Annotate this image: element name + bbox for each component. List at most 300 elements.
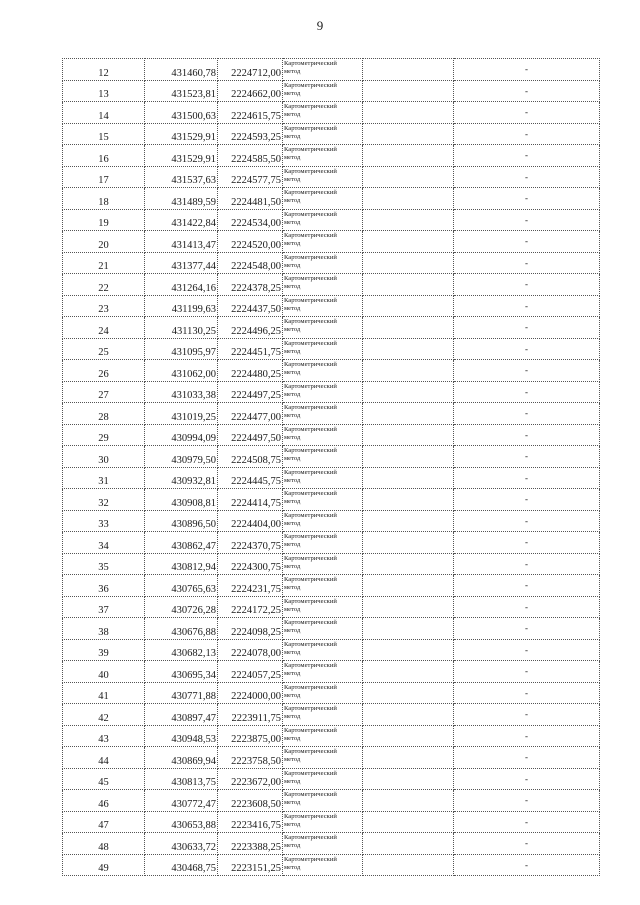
method-cell [283, 489, 363, 511]
empty-cell [363, 403, 454, 425]
method-line2: метод [284, 261, 301, 269]
method-line1: Картометрический [284, 189, 337, 196]
point-number: 31 [63, 467, 145, 489]
coordinate-y: 2224404,00 [218, 510, 283, 532]
dash-cell: - [454, 381, 600, 403]
method-line1: Картометрический [284, 834, 337, 841]
method-cell [283, 338, 363, 360]
point-number: 37 [63, 596, 145, 618]
coordinate-y: 2223672,00 [218, 768, 283, 790]
method-cell [283, 618, 363, 640]
table-row [63, 209, 600, 231]
method-line2: метод [284, 283, 301, 291]
method-line1: Картометрический [284, 103, 337, 110]
coordinate-x: 431529,91 [145, 145, 218, 167]
empty-cell [363, 704, 454, 726]
table-row [63, 747, 600, 769]
coordinate-y: 2224414,75 [218, 489, 283, 511]
coordinate-x: 430726,28 [145, 596, 218, 618]
method-line1: Картометрический [284, 748, 337, 755]
page-number: 9 [316, 18, 324, 33]
dash-cell: - [454, 489, 600, 511]
method-line2: метод [284, 433, 301, 441]
dash-cell: - [454, 231, 600, 253]
method-line2: метод [284, 519, 301, 527]
method-line2: метод [284, 799, 301, 807]
method-line1: Картометрический [284, 253, 337, 261]
dash-cell: - [454, 102, 600, 124]
coordinate-x: 430862,47 [145, 532, 218, 554]
method-cell [283, 317, 363, 339]
method-line2: метод [284, 476, 301, 484]
coordinate-y: 2223416,75 [218, 811, 283, 833]
table-row [63, 618, 600, 640]
method-cell [283, 231, 363, 253]
coordinate-y: 2224481,50 [218, 188, 283, 210]
method-cell [283, 295, 363, 317]
coordinate-y: 2224437,50 [218, 295, 283, 317]
point-number: 41 [63, 682, 145, 704]
dash-cell: - [454, 252, 600, 274]
table-row [63, 188, 600, 210]
method-line1: Картометрический [284, 597, 337, 605]
method-line2: метод [284, 756, 301, 764]
coordinate-x: 430869,94 [145, 747, 218, 769]
empty-cell [363, 725, 454, 747]
coordinate-x: 431019,25 [145, 403, 218, 425]
empty-cell [363, 188, 454, 210]
table-row [63, 59, 600, 81]
dash-cell: - [454, 768, 600, 790]
coordinate-y: 2224615,75 [218, 102, 283, 124]
table-row [63, 123, 600, 145]
empty-cell [363, 747, 454, 769]
method-line1: Картометрический [284, 339, 337, 347]
empty-cell [363, 811, 454, 833]
method-line2: метод [284, 369, 301, 377]
empty-cell [363, 639, 454, 661]
method-cell [283, 833, 363, 855]
point-number: 28 [63, 403, 145, 425]
table-row [63, 317, 600, 339]
coordinate-x: 430676,88 [145, 618, 218, 640]
point-number: 16 [63, 145, 145, 167]
point-number: 49 [63, 854, 145, 876]
method-line2: метод [284, 691, 301, 699]
coordinate-y: 2223758,50 [218, 747, 283, 769]
dash-cell: - [454, 145, 600, 167]
method-line2: метод [284, 240, 301, 248]
coordinate-x: 430932,81 [145, 467, 218, 489]
table-row [63, 446, 600, 468]
coordinate-y: 2224497,25 [218, 381, 283, 403]
dash-cell: - [454, 618, 600, 640]
table-row [63, 661, 600, 683]
point-number: 33 [63, 510, 145, 532]
point-number: 48 [63, 833, 145, 855]
method-cell [283, 811, 363, 833]
coordinate-y: 2224480,25 [218, 360, 283, 382]
dash-cell: - [454, 811, 600, 833]
dash-cell: - [454, 338, 600, 360]
coordinate-y: 2224593,25 [218, 123, 283, 145]
empty-cell [363, 661, 454, 683]
method-line1: Картометрический [284, 382, 337, 390]
coordinate-y: 2224520,00 [218, 231, 283, 253]
coordinate-x: 431095,97 [145, 338, 218, 360]
empty-cell [363, 510, 454, 532]
method-line1: Картометрический [284, 425, 337, 433]
dash-cell: - [454, 575, 600, 597]
method-line1: Картометрический [284, 146, 337, 153]
coordinate-y: 2223875,00 [218, 725, 283, 747]
method-line1: Картометрический [284, 167, 337, 175]
coordinate-y: 2224172,25 [218, 596, 283, 618]
dash-cell: - [454, 80, 600, 102]
table-row [63, 575, 600, 597]
dash-cell: - [454, 725, 600, 747]
method-cell [283, 790, 363, 812]
method-line1: Картометрический [284, 275, 337, 282]
coordinate-x: 430695,34 [145, 661, 218, 683]
dash-cell: - [454, 209, 600, 231]
empty-cell [363, 252, 454, 274]
dash-cell: - [454, 188, 600, 210]
table-row [63, 274, 600, 296]
coordinate-x: 431199,63 [145, 295, 218, 317]
method-line2: метод [284, 412, 301, 420]
point-number: 22 [63, 274, 145, 296]
table-row [63, 489, 600, 511]
dash-cell: - [454, 854, 600, 876]
empty-cell [363, 80, 454, 102]
dash-cell: - [454, 123, 600, 145]
method-line2: метод [284, 154, 301, 162]
method-cell [283, 575, 363, 597]
empty-cell [363, 446, 454, 468]
method-line1: Картометрический [284, 640, 337, 648]
point-number: 19 [63, 209, 145, 231]
coordinate-y: 2224445,75 [218, 467, 283, 489]
point-number: 43 [63, 725, 145, 747]
table-row [63, 725, 600, 747]
dash-cell: - [454, 403, 600, 425]
coordinate-y: 2224496,25 [218, 317, 283, 339]
point-number: 30 [63, 446, 145, 468]
dash-cell: - [454, 274, 600, 296]
table-row [63, 295, 600, 317]
method-line1: Картометрический [284, 683, 337, 691]
coordinate-x: 430908,81 [145, 489, 218, 511]
method-line2: метод [284, 627, 301, 635]
table-row [63, 467, 600, 489]
method-line1: Картометрический [284, 232, 337, 239]
coordinate-x: 431413,47 [145, 231, 218, 253]
method-cell [283, 252, 363, 274]
coordinate-y: 2224057,25 [218, 661, 283, 683]
method-line1: Картометрический [284, 791, 337, 798]
table-row [63, 231, 600, 253]
method-line1: Картометрический [284, 511, 337, 519]
method-cell [283, 274, 363, 296]
method-line1: Картометрический [284, 318, 337, 325]
dash-cell: - [454, 704, 600, 726]
empty-cell [363, 145, 454, 167]
method-cell [283, 596, 363, 618]
coordinate-x: 431033,38 [145, 381, 218, 403]
empty-cell [363, 123, 454, 145]
empty-cell [363, 467, 454, 489]
point-number: 46 [63, 790, 145, 812]
method-line2: метод [284, 175, 301, 183]
dash-cell: - [454, 360, 600, 382]
empty-cell [363, 532, 454, 554]
empty-cell [363, 166, 454, 188]
method-cell [283, 166, 363, 188]
method-line2: метод [284, 734, 301, 742]
table-row [63, 768, 600, 790]
empty-cell [363, 295, 454, 317]
method-line1: Картометрический [284, 210, 337, 218]
coordinate-y: 2223911,75 [218, 704, 283, 726]
coordinate-x: 431062,00 [145, 360, 218, 382]
table-row [63, 510, 600, 532]
coordinate-x: 431422,84 [145, 209, 218, 231]
method-cell [283, 682, 363, 704]
method-cell [283, 467, 363, 489]
coordinate-x: 430765,63 [145, 575, 218, 597]
method-line2: метод [284, 562, 301, 570]
method-line1: Картометрический [284, 576, 337, 583]
coordinate-x: 430897,47 [145, 704, 218, 726]
table-row [63, 639, 600, 661]
coordinate-x: 430771,88 [145, 682, 218, 704]
empty-cell [363, 209, 454, 231]
point-number: 13 [63, 80, 145, 102]
empty-cell [363, 381, 454, 403]
coordinate-x: 431529,91 [145, 123, 218, 145]
table-row [63, 833, 600, 855]
coordinate-x: 431523,81 [145, 80, 218, 102]
method-cell [283, 854, 363, 876]
table-row [63, 252, 600, 274]
method-line1: Картометрический [284, 533, 337, 540]
dash-cell: - [454, 747, 600, 769]
coordinate-y: 2224000,00 [218, 682, 283, 704]
coordinate-x: 431460,78 [145, 59, 218, 81]
method-line2: метод [284, 584, 301, 592]
dash-cell: - [454, 446, 600, 468]
dash-cell: - [454, 532, 600, 554]
coordinate-x: 430813,75 [145, 768, 218, 790]
empty-cell [363, 790, 454, 812]
method-line1: Картометрический [284, 855, 337, 863]
table-row [63, 811, 600, 833]
point-number: 26 [63, 360, 145, 382]
method-cell [283, 510, 363, 532]
empty-cell [363, 854, 454, 876]
method-line2: метод [284, 670, 301, 678]
point-number: 25 [63, 338, 145, 360]
method-cell [283, 532, 363, 554]
method-line2: метод [284, 648, 301, 656]
empty-cell [363, 102, 454, 124]
point-number: 44 [63, 747, 145, 769]
coordinate-y: 2224078,00 [218, 639, 283, 661]
method-line2: метод [284, 863, 301, 871]
method-line1: Картометрический [284, 361, 337, 368]
coordinate-x: 431537,63 [145, 166, 218, 188]
coordinate-x: 430979,50 [145, 446, 218, 468]
empty-cell [363, 274, 454, 296]
method-line2: метод [284, 605, 301, 613]
point-number: 36 [63, 575, 145, 597]
method-line2: метод [284, 541, 301, 549]
method-cell [283, 747, 363, 769]
coordinate-y: 2224712,00 [218, 59, 283, 81]
coordinate-x: 430948,53 [145, 725, 218, 747]
method-line1: Картометрический [284, 468, 337, 476]
coordinate-x: 430633,72 [145, 833, 218, 855]
table-row [63, 403, 600, 425]
coordinate-x: 430896,50 [145, 510, 218, 532]
method-line1: Картометрический [284, 812, 337, 820]
method-cell [283, 553, 363, 575]
coordinate-x: 431377,44 [145, 252, 218, 274]
method-line1: Картометрический [284, 404, 337, 411]
dash-cell: - [454, 596, 600, 618]
table-row [63, 424, 600, 446]
point-number: 23 [63, 295, 145, 317]
coordinate-x: 430772,47 [145, 790, 218, 812]
point-number: 38 [63, 618, 145, 640]
method-line1: Картометрический [284, 60, 337, 67]
method-line2: метод [284, 455, 301, 463]
coordinate-x: 430653,88 [145, 811, 218, 833]
empty-cell [363, 489, 454, 511]
coordinate-y: 2224662,00 [218, 80, 283, 102]
coordinate-y: 2224577,75 [218, 166, 283, 188]
dash-cell: - [454, 510, 600, 532]
method-cell [283, 59, 363, 81]
method-cell [283, 188, 363, 210]
coordinates-table-body [63, 59, 600, 876]
method-line2: метод [284, 347, 301, 355]
empty-cell [363, 553, 454, 575]
method-line2: метод [284, 89, 301, 97]
point-number: 29 [63, 424, 145, 446]
coordinate-y: 2224508,75 [218, 446, 283, 468]
coordinate-y: 2223151,25 [218, 854, 283, 876]
method-line2: метод [284, 68, 301, 76]
method-cell [283, 424, 363, 446]
table-row [63, 338, 600, 360]
method-line1: Картометрический [284, 662, 337, 669]
method-cell [283, 145, 363, 167]
table-row [63, 553, 600, 575]
coordinate-x: 430812,94 [145, 553, 218, 575]
method-line1: Картометрический [284, 554, 337, 562]
method-cell [283, 639, 363, 661]
coordinate-y: 2224300,75 [218, 553, 283, 575]
coordinate-x: 431500,63 [145, 102, 218, 124]
dash-cell: - [454, 553, 600, 575]
method-cell [283, 725, 363, 747]
method-line2: метод [284, 820, 301, 828]
method-line1: Картометрический [284, 726, 337, 734]
point-number: 42 [63, 704, 145, 726]
coordinate-x: 430468,75 [145, 854, 218, 876]
coordinates-table [62, 58, 600, 876]
dash-cell: - [454, 639, 600, 661]
method-cell [283, 80, 363, 102]
method-line1: Картометрический [284, 81, 337, 89]
empty-cell [363, 231, 454, 253]
empty-cell [363, 360, 454, 382]
coordinate-y: 2224534,00 [218, 209, 283, 231]
coordinate-y: 2224548,00 [218, 252, 283, 274]
point-number: 15 [63, 123, 145, 145]
method-cell [283, 403, 363, 425]
method-line2: метод [284, 111, 301, 119]
dash-cell: - [454, 166, 600, 188]
coordinate-y: 2224231,75 [218, 575, 283, 597]
coordinate-x: 431489,59 [145, 188, 218, 210]
empty-cell [363, 596, 454, 618]
method-line1: Картометрический [284, 769, 337, 777]
method-line2: метод [284, 842, 301, 850]
table-row [63, 682, 600, 704]
empty-cell [363, 59, 454, 81]
point-number: 34 [63, 532, 145, 554]
point-number: 32 [63, 489, 145, 511]
method-line1: Картометрический [284, 705, 337, 712]
empty-cell [363, 833, 454, 855]
coordinate-y: 2224378,25 [218, 274, 283, 296]
table-row [63, 790, 600, 812]
table-row [63, 381, 600, 403]
empty-cell [363, 424, 454, 446]
method-line1: Картометрический [284, 447, 337, 454]
dash-cell: - [454, 317, 600, 339]
method-cell [283, 704, 363, 726]
dash-cell: - [454, 661, 600, 683]
table-row [63, 360, 600, 382]
point-number: 27 [63, 381, 145, 403]
coordinate-x: 431264,16 [145, 274, 218, 296]
dash-cell: - [454, 424, 600, 446]
table-row [63, 145, 600, 167]
method-line2: метод [284, 390, 301, 398]
point-number: 39 [63, 639, 145, 661]
method-cell [283, 209, 363, 231]
method-line2: метод [284, 132, 301, 140]
point-number: 45 [63, 768, 145, 790]
method-line1: Картометрический [284, 619, 337, 626]
empty-cell [363, 682, 454, 704]
coordinate-y: 2224370,75 [218, 532, 283, 554]
method-cell [283, 102, 363, 124]
point-number: 24 [63, 317, 145, 339]
method-line2: метод [284, 498, 301, 506]
method-line2: метод [284, 713, 301, 721]
empty-cell [363, 317, 454, 339]
method-cell [283, 446, 363, 468]
method-cell [283, 123, 363, 145]
point-number: 18 [63, 188, 145, 210]
empty-cell [363, 768, 454, 790]
coordinate-y: 2224497,50 [218, 424, 283, 446]
